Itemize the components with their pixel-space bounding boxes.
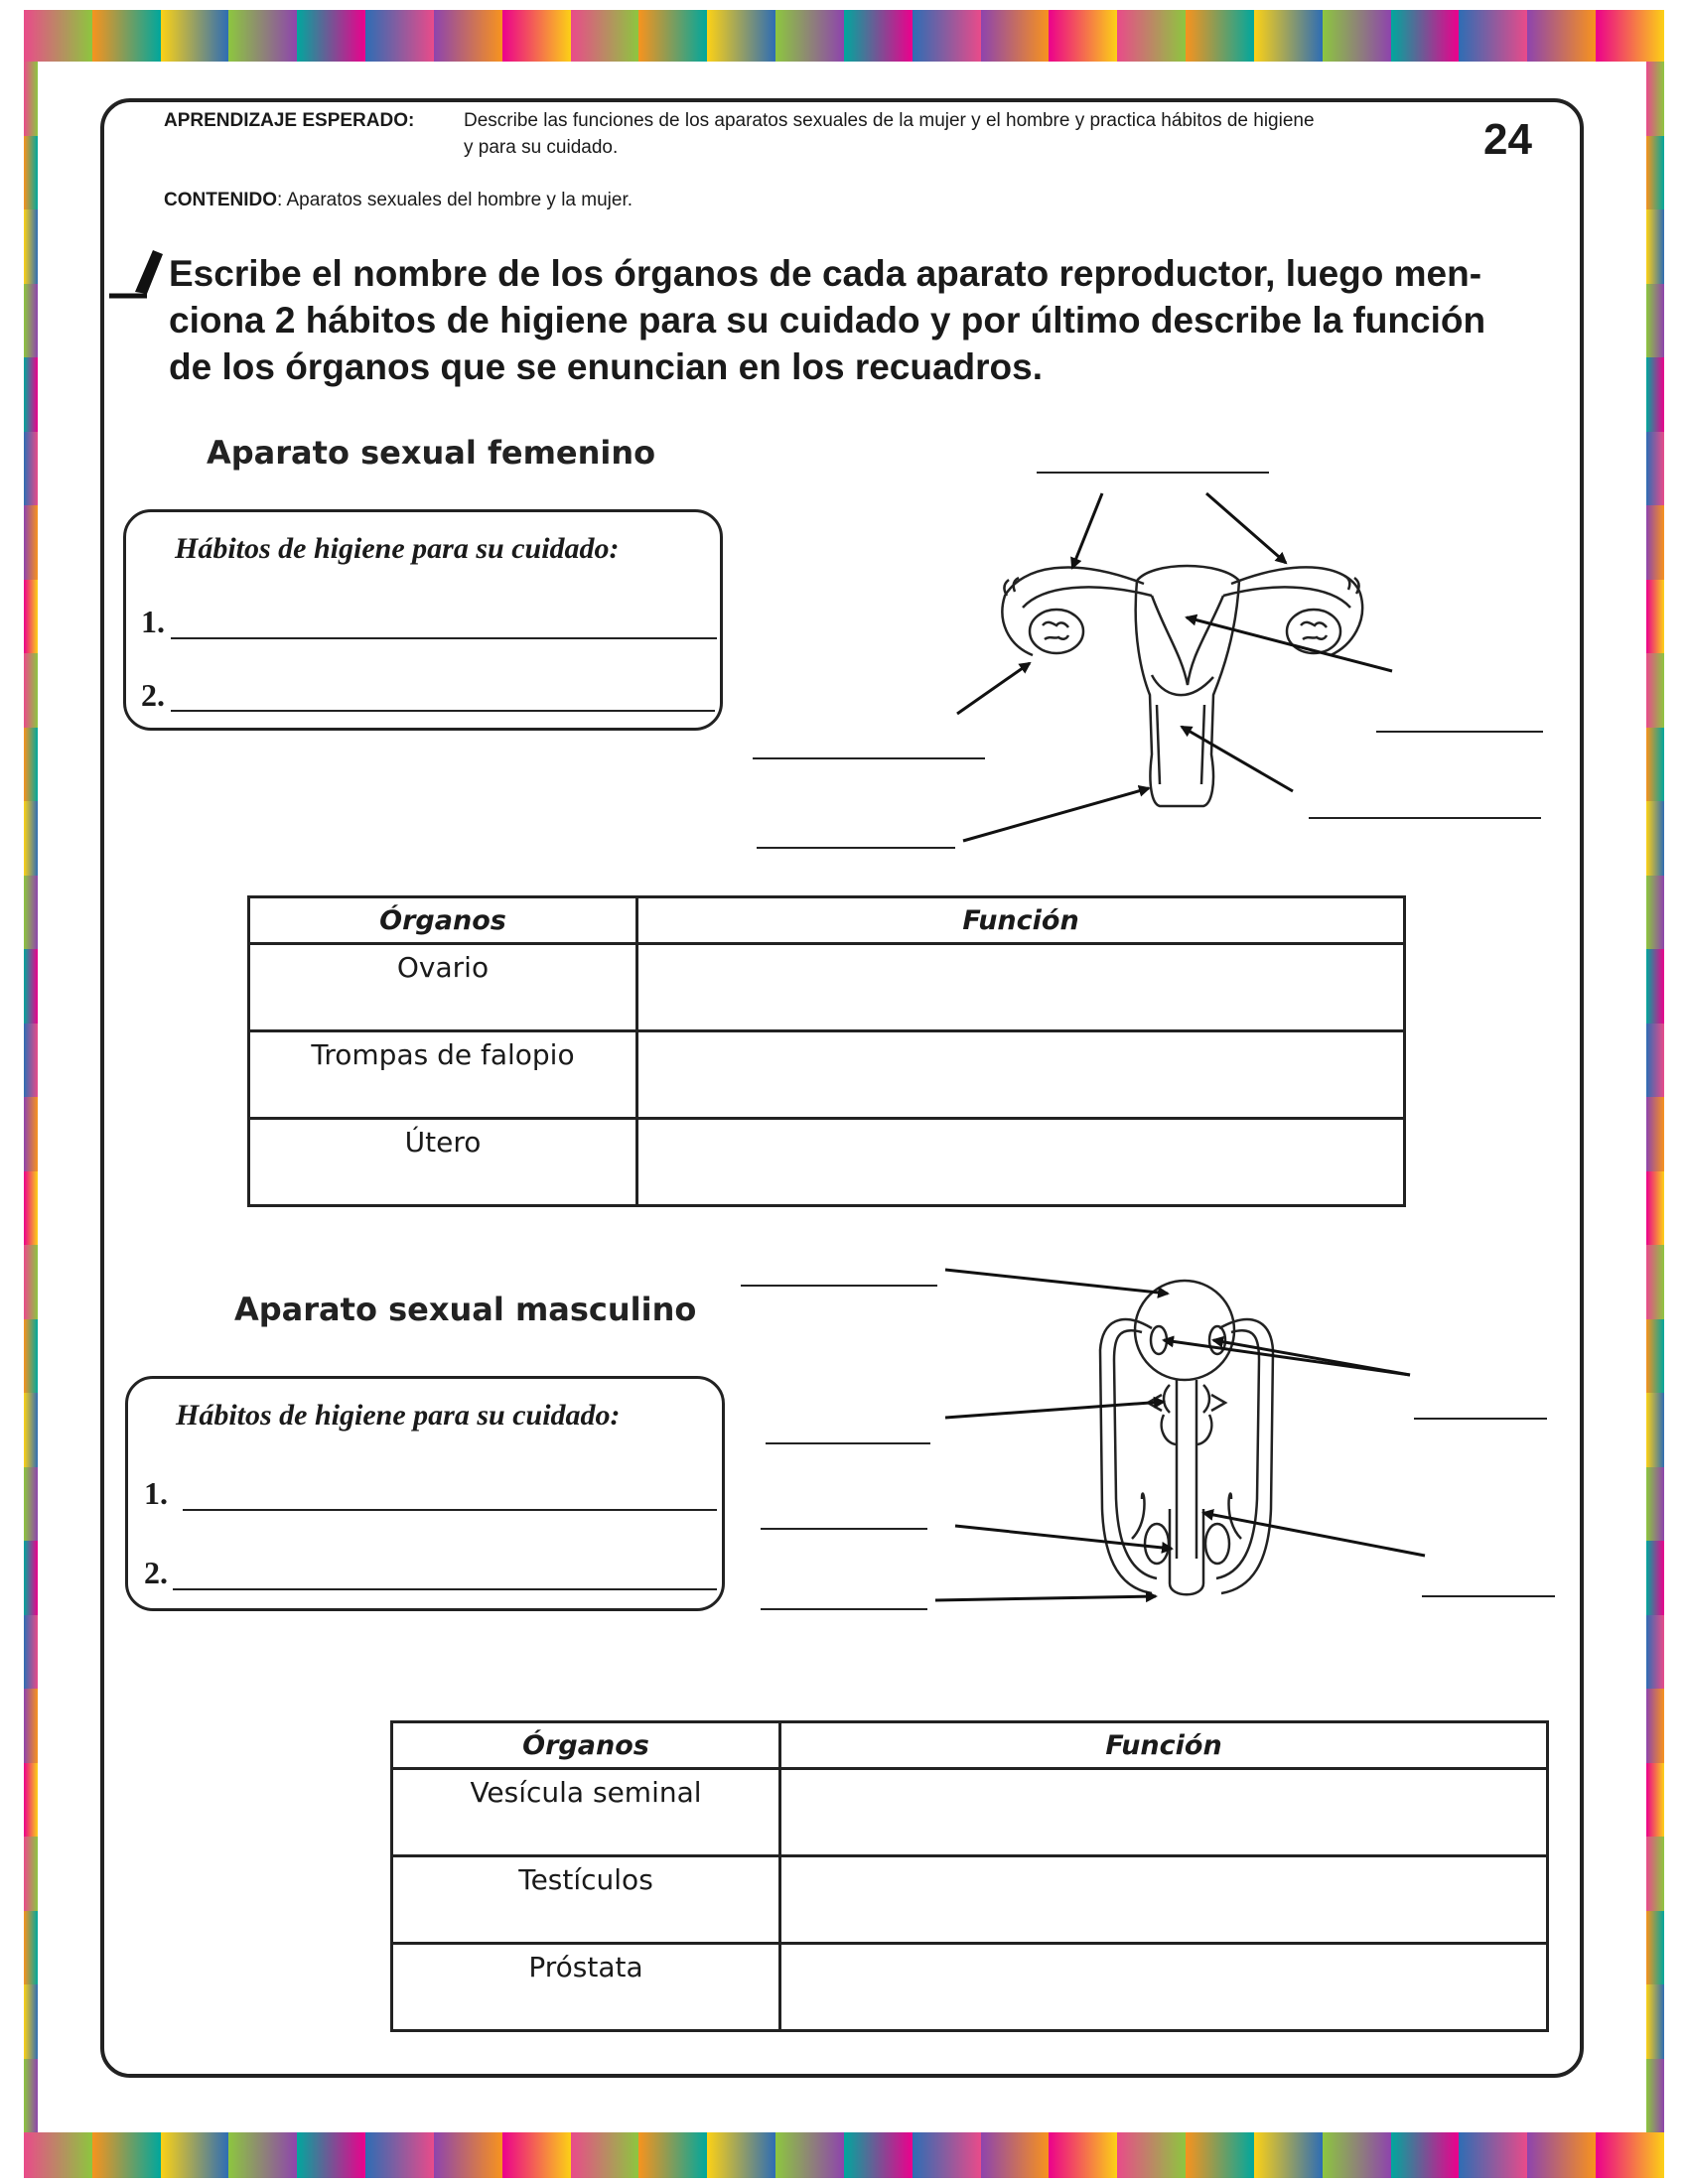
male-organs-table bbox=[390, 1720, 1549, 2032]
contenido-label: CONTENIDO bbox=[164, 190, 277, 210]
instruction-line2: ciona 2 hábitos de higiene para su cuidado y por último describe la función bbox=[169, 300, 1486, 341]
male-habits-title: Hábitos de higiene para su cuidado: bbox=[176, 1399, 621, 1432]
table-header-row bbox=[392, 1722, 1548, 1769]
male-organ-vesicula: Vesícula seminal bbox=[392, 1769, 780, 1856]
table-row bbox=[392, 1944, 1548, 2031]
male-function-cell-vesicula[interactable] bbox=[780, 1769, 1548, 1856]
male-arrows bbox=[935, 1270, 1425, 1600]
female-habits-title: Hábitos de higiene para su cuidado: bbox=[175, 532, 620, 565]
male-section-title: Aparato sexual masculino bbox=[234, 1291, 697, 1328]
table-row bbox=[392, 1856, 1548, 1944]
male-table-header-organ: Órganos bbox=[392, 1722, 780, 1769]
male-table-header-function: Función bbox=[780, 1722, 1548, 1769]
female-habit-number-2: 2. bbox=[141, 677, 165, 713]
male-function-cell-testiculos[interactable] bbox=[780, 1856, 1548, 1944]
male-organ-prostata: Próstata bbox=[392, 1944, 780, 2031]
male-organ-testiculos: Testículos bbox=[392, 1856, 780, 1944]
aprendizaje-label: APRENDIZAJE ESPERADO: bbox=[164, 110, 415, 131]
female-organ-utero: Útero bbox=[249, 1119, 637, 1206]
aprendizaje-text-line1: Describe las funciones de los aparatos sexuales de la mujer y el hombre y practica hábitos de higiene bbox=[464, 110, 1315, 131]
male-organs-drawing bbox=[1100, 1281, 1273, 1594]
male-habit-number-1: 1. bbox=[144, 1475, 168, 1511]
female-table-header-organ: Órganos bbox=[249, 897, 637, 944]
instruction-line3: de los órganos que se enuncian en los recuadros. bbox=[169, 346, 1044, 387]
female-section-title: Aparato sexual femenino bbox=[207, 434, 656, 472]
female-habit-number-1: 1. bbox=[141, 604, 165, 639]
female-organ-trompas: Trompas de falopio bbox=[249, 1031, 637, 1119]
male-habit-number-2: 2. bbox=[144, 1555, 168, 1590]
instruction-line1: Escribe el nombre de los órganos de cada aparato reproductor, luego men- bbox=[169, 253, 1482, 294]
female-table-header-function: Función bbox=[637, 897, 1405, 944]
contenido-text: : Aparatos sexuales del hombre y la mujer. bbox=[277, 190, 633, 210]
male-function-cell-prostata[interactable] bbox=[780, 1944, 1548, 2031]
table-row bbox=[392, 1769, 1548, 1856]
page-number: 24 bbox=[1483, 115, 1532, 164]
female-organ-ovario: Ovario bbox=[249, 944, 637, 1031]
aprendizaje-text-line2: y para su cuidado. bbox=[464, 137, 619, 158]
